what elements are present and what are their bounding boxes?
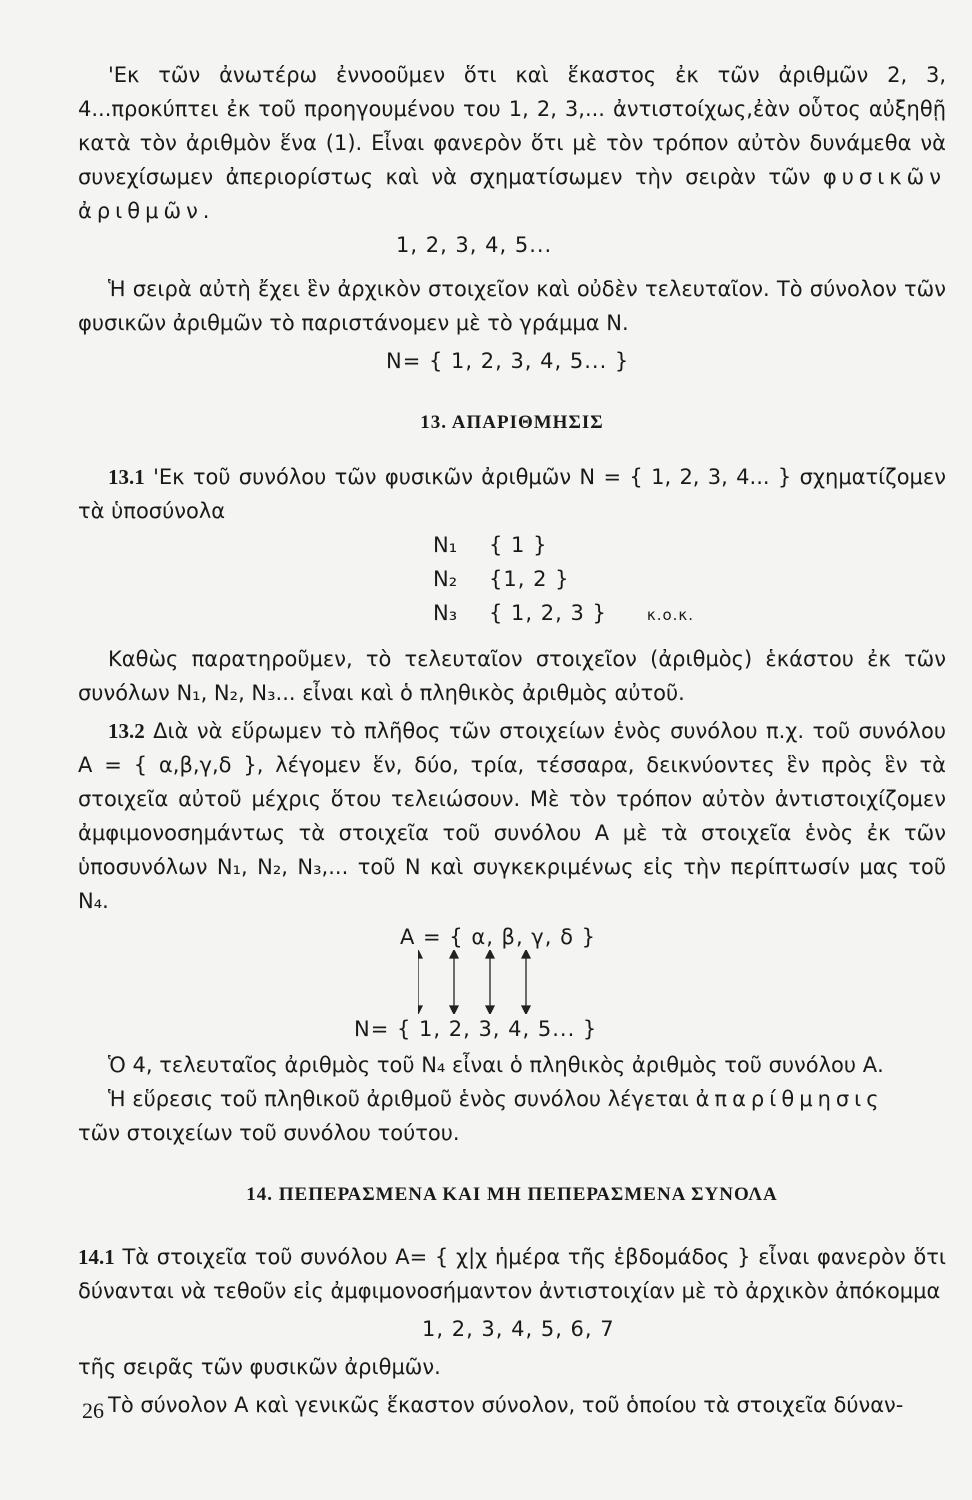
subset-value: { 1 } — [489, 533, 548, 557]
intro-paragraph-2: Ἡ σειρὰ αὐτὴ ἔχει ἓν ἀρχικὸν στοιχεῖον καὶ οὐδὲν τελευταῖον. Τὸ σύνολον τῶν φυσικῶν ἀριθμῶν τὸ παριστάνομεν μὲ τὸ γράμμα Ν. — [78, 277, 946, 335]
intro-text: 'Εκ τῶν ἀνωτέρω ἐννοοῦμεν ὅτι καὶ ἕκαστος ἐκ τῶν ἀριθμῶν 2, 3, 4...προκύπτει ἐκ τοῦ προηγουμένου του 1, 2, 3,... ἀντιστοίχως,ἐὰν οὗτος αὐξηθῇ κατὰ τὸν ἀριθμὸν ἕνα (1). Εἶναι φανερὸν ὅτι μὲ τὸν τρόπον αὐτὸν δυνάμεθα νὰ συνεχίσωμεν ἀπεριορίστως καὶ νὰ σχηματίσωμεν τὴν σειρὰν τῶν — [78, 63, 946, 189]
section-13-2-paragraph — [78, 714, 946, 918]
section-14-1-last: Τὸ σύνολον Α καὶ γενικῶς ἕκαστον σύνολον, τοῦ ὁποίου τὰ στοιχεῖα δύναν- — [108, 1393, 904, 1417]
double-arrow-icon — [486, 950, 494, 1014]
spacer — [78, 1212, 946, 1240]
spacer — [78, 632, 946, 642]
section-14-1-text: Τὰ στοιχεῖα τοῦ συνόλου Α= { χ|χ ἡμέρα τῆς ἑβδομάδος } εἶναι φανερὸν ὅτι δύνανται νὰ τεθοῦν εἰς ἀμφιμονοσήμαντον ἀντιστοιχίαν μὲ τὸ ἀρχικὸν ἀπόκομμα — [78, 1245, 946, 1303]
subset-row — [433, 596, 946, 632]
set-a: Α = { α, β, γ, δ } — [400, 925, 596, 949]
spacer — [78, 262, 946, 272]
enumeration-term: ἀπαρίθμησις — [695, 1087, 884, 1111]
section-14-1-paragraph — [78, 1240, 946, 1308]
double-arrow-icon — [418, 950, 422, 1014]
spacer — [78, 378, 946, 406]
section-13-1-text: 'Εκ τοῦ συνόλου τῶν φυσικῶν ἀριθμῶν Ν = { 1, 2, 3, 4... } σχηματίζομεν τὰ ὑποσύνολα — [78, 465, 946, 523]
double-arrow-icon — [450, 950, 458, 1014]
correspondence-arrows — [418, 950, 558, 1014]
section-13-2-after-3: τῶν στοιχείων τοῦ συνόλου τούτου. — [78, 1121, 460, 1145]
section-13-2-text: Διὰ νὰ εὕρωμεν τὸ πλῆθος τῶν στοιχείων ἑνὸς συνόλου π.χ. τοῦ συνόλου Α = { α,β,γ,δ }, λέγομεν ἕν, δύο, τρία, τέσσαρα, δεικνύοντες ἓν πρὸς ἓν τὰ στοιχεῖα αὐτοῦ μέχρις ὅτου τελειώσουν. Μὲ τὸν τρόπον αὐτὸν ἀντιστοιχίζομεν ἀμφιμονοσημάντως τὰ στοιχεῖα τοῦ συνόλου Α μὲ τὰ στοιχεῖα ἑνὸς ἐκ τῶν ὑποσυνόλων Ν₁, Ν₂, Ν₃,... τοῦ Ν καὶ συγκεκριμένως εἰς τὴν περίπτωσίν μας τοῦ Ν₄. — [78, 719, 946, 913]
set-n: Ν= { 1, 2, 3, 4, 5... } — [354, 1017, 598, 1041]
correspondence-diagram — [78, 920, 946, 1048]
subset-value: {1, 2 } — [489, 567, 570, 591]
enumeration-sentence: Ἡ εὕρεσις τοῦ πληθικοῦ ἀριθμοῦ ἑνὸς συνόλου λέγεται — [108, 1087, 689, 1111]
section-13-heading: 13. ΑΠΑΡΙΘΜΗΣΙΣ — [420, 412, 604, 433]
section-13-1-after: Καθὼς παρατηροῦμεν, τὸ τελευταῖον στοιχεῖον (ἀριθμὸς) ἑκάστου ἐκ τῶν συνόλων Ν₁, Ν₂, Ν₃... εἶναι καὶ ὁ πληθικὸς ἀριθμὸς αὐτοῦ. — [78, 647, 946, 705]
book-page — [78, 58, 946, 1458]
finite-sequence: 1, 2, 3, 4, 5, 6, 7 — [422, 1317, 615, 1341]
section-14-1-number: 14.1 — [78, 1245, 115, 1269]
intro-spaced-term: φυσικῶν ἀριθμῶν. — [78, 165, 946, 223]
subset-label: Ν₂ — [433, 567, 458, 591]
subset-label: Ν₁ — [433, 533, 458, 557]
section-13-2-after-1: Ὁ 4, τελευταῖος ἀριθμὸς τοῦ Ν₄ εἶναι ὁ πληθικὸς ἀριθμὸς τοῦ συνόλου Α. — [108, 1053, 884, 1077]
section-13-1-number: 13.1 — [108, 465, 145, 489]
section-13-2-number: 13.2 — [108, 719, 145, 743]
subset-label: Ν₃ — [433, 601, 458, 625]
subset-value: { 1, 2, 3 } — [489, 601, 607, 625]
double-arrow-icon — [522, 950, 530, 1014]
etc-abbreviation: κ.ο.κ. — [646, 606, 695, 624]
spacer — [78, 440, 946, 460]
spacer — [78, 1150, 946, 1178]
subset-row — [433, 528, 946, 562]
page-number: 26 — [82, 1398, 104, 1423]
section-14-1-after: τῆς σειρᾶς τῶν φυσικῶν ἀριθμῶν. — [78, 1355, 441, 1379]
subset-row — [433, 562, 946, 596]
natural-sequence: 1, 2, 3, 4, 5... — [396, 233, 553, 257]
intro-paragraph-1 — [78, 58, 946, 228]
section-13-2-after-2 — [78, 1082, 946, 1116]
set-n-definition: Ν= { 1, 2, 3, 4, 5... } — [386, 349, 630, 373]
subsets-list — [433, 528, 946, 632]
section-14-heading: 14. ΠΕΠΕΡΑΣΜΕΝΑ ΚΑΙ ΜΗ ΠΕΠΕΡΑΣΜΕΝΑ ΣΥΝΟΛΑ — [246, 1184, 778, 1205]
section-13-1-paragraph — [78, 460, 946, 528]
